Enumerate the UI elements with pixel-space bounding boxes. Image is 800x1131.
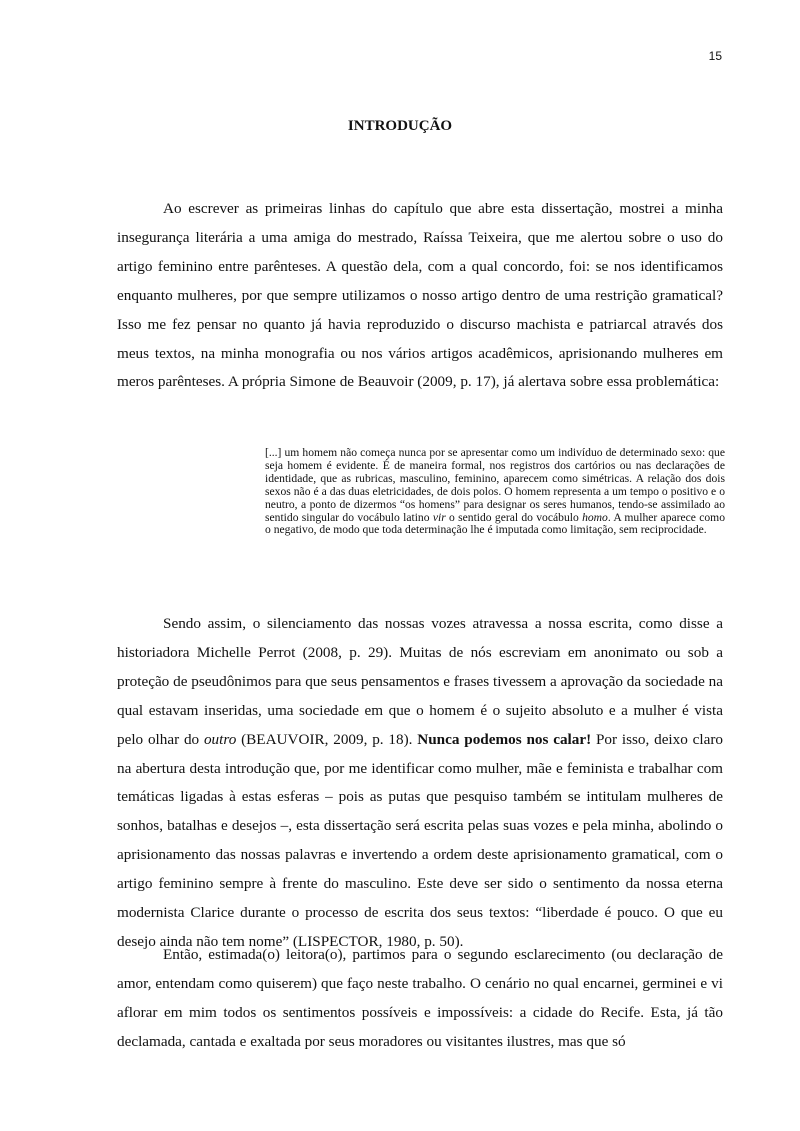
quote-term-vir: vir [432, 510, 446, 524]
paragraph-3 [117, 941, 723, 1057]
page-number: 15 [708, 49, 722, 63]
paragraph-2 [117, 610, 723, 957]
paragraph-1-text: Ao escrever as primeiras linhas do capítulo que abre esta dissertação, mostrei a minha insegurança literária a uma amiga do mestrado, Raíssa Teixeira, que me alertou sobre o uso do artigo feminino entre parênteses. A questão dela, com a qual concordo, foi: se nos identificamos enquanto mulheres, por que sempre utilizamos o nosso artigo dentro de uma restrição gramatical? Isso me fez pensar no quanto já havia reproduzido o discurso machista e patriarcal através dos meus textos, na minha monografia ou nos vários artigos acadêmicos, aprisionando mulheres em meros parênteses. A própria Simone de Beauvoir (2009, p. 17), já alertava sobre essa problemática: [117, 200, 723, 391]
paragraph-1 [117, 195, 723, 397]
paragraph-3-text: Então, estimada(o) leitora(o), partimos para o segundo esclarecimento (ou declaração de amor, entendam como quiserem) que faço neste trabalho. O cenário no qual encarnei, germinei e vi aflorar em mim todos os sentimentos possíveis e impossíveis: a cidade do Recife. Esta, já tão declamada, cantada e exaltada por seus moradores ou visitantes ilustres, mas que só [117, 946, 723, 1050]
chapter-title: INTRODUÇÃO [347, 118, 453, 134]
quote-text-a: [...] um homem não começa nunca por se apresentar como um indivíduo de determinado sexo: que seja homem é evidente. É de maneira formal, nos registros dos cartórios ou nas declarações de identidade, que as rubricas, masculino, feminino, aparecem como simétricas. A relação dos dois sexos não é a das duas eletricidades, de dois polos. O homem representa a um tempo o positivo e o neutro, a ponto de dizermos “os homens” para designar os seres humanos, tendo-se assimilado ao sentido singular do vocábulo latino [265, 446, 725, 524]
block-quote [265, 447, 725, 537]
paragraph-2-term-outro: outro [203, 730, 237, 748]
paragraph-2-emphasis: Nunca podemos nos calar! [417, 730, 592, 748]
quote-term-homo: homo [582, 510, 608, 524]
paragraph-2-text-b: (BEAUVOIR, 2009, p. 18). [236, 730, 418, 748]
quote-text-b: o sentido geral do vocábulo [445, 510, 583, 524]
paragraph-2-text-c: Por isso, deixo claro na abertura desta introdução que, por me identificar como mulher, mãe e feminista e trabalhar com temáticas ligadas à estas esferas – pois as putas que pesquiso também se intitulam mulheres de sonhos, batalhas e desejos –, esta dissertação será escrita pelas suas vozes e pela minha, abolindo o aprisionamento das nossas palavras e invertendo a ordem deste aprisionamento gramatical, com o artigo feminino sempre à frente do masculino. Este deve ser sido o sentimento da nossa eterna modernista Clarice durante o processo de escrita dos seus textos: “liberdade é pouco. O que eu desejo ainda não tem nome” (LISPECTOR, 1980, p. 50). [117, 730, 723, 950]
quote-text-c: . A mulher aparece como o negativo, de modo que toda determinação lhe é imputada como limitação, sem reciprocidade. [265, 510, 725, 537]
paragraph-2-text-a: Sendo assim, o silenciamento das nossas vozes atravessa a nossa escrita, como disse a historiadora Michelle Perrot (2008, p. 29). Muitas de nós escreviam em anonimato ou sob a proteção de pseudônimos para que seus pensamentos e frases tivessem a aprovação da sociedade na qual estavam inseridas, uma sociedade em que o homem é o sujeito absoluto e a mulher é vista pelo olhar do [117, 615, 723, 748]
